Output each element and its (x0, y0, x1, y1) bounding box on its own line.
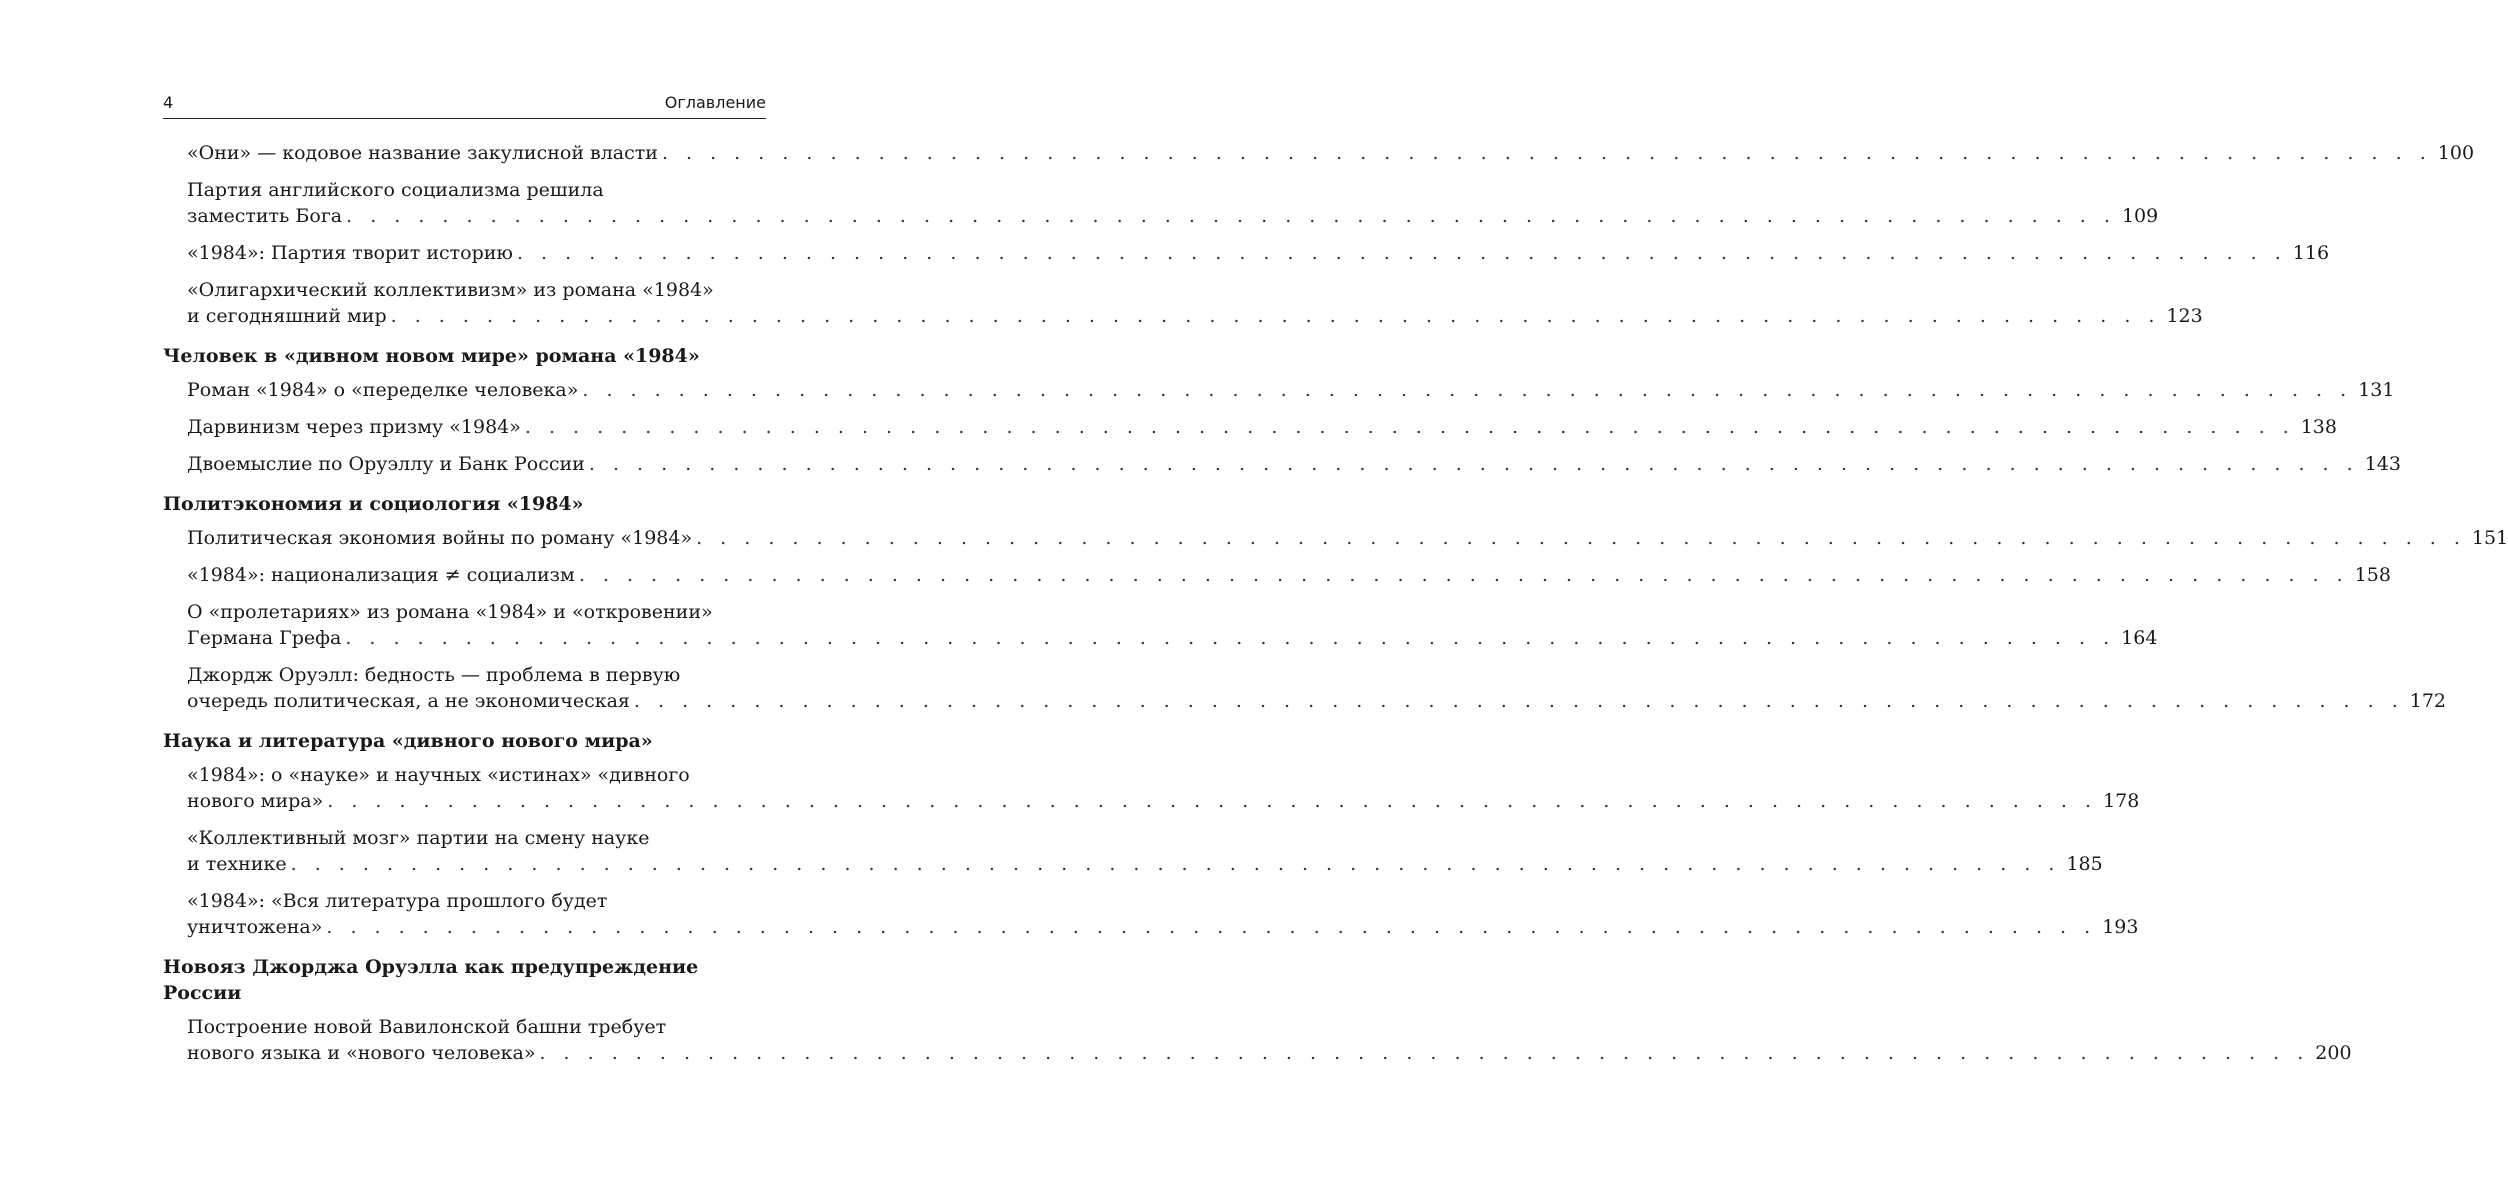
toc-entry-leader-line (187, 525, 2508, 551)
toc-entry-leader-line (187, 451, 2401, 477)
running-header (163, 88, 766, 119)
dot-leader: . . . . . . . . . . . . . . . . . . . . . . . . . . . . . . . . . . . . . . . . . . . . . . . . . . . . . . . . . . . . . . . . . . . . . . . . . . (539, 1042, 2310, 1064)
dot-leader: . . . . . . . . . . . . . . . . . . . . . . . . . . . . . . . . . . . . . . . . . . . . . . . . . . . . . . . . . . . . . . . . . . . . . . . . . . (346, 205, 2116, 227)
toc-entry-page-number: 158 (2354, 564, 2391, 586)
toc-entry-leader-line (187, 914, 2139, 940)
toc-entry[interactable] (187, 377, 2395, 403)
dot-leader: . . . . . . . . . . . . . . . . . . . . . . . . . . . . . . . . . . . . . . . . . . . . . . . . . . . . . . . . . . . . . . . . . . . . . . . . . . (578, 564, 2349, 586)
dot-leader: . . . . . . . . . . . . . . . . . . . . . . . . . . . . . . . . . . . . . . . . . . . . . . . . . . . . . . . . . . . . . . . . . . . . . . . . . . (696, 527, 2466, 549)
toc-entry-title: и сегодняшний мир (187, 305, 387, 327)
toc-entry-page-number: 116 (2292, 242, 2330, 264)
toc-entry-page-number: 123 (2166, 305, 2203, 327)
toc-entry-title: Политическая экономия войны по роману «1984» (187, 527, 693, 549)
section-heading[interactable]: Человек в «дивном новом мире» романа «1984» (163, 345, 700, 367)
section-heading[interactable]: Наука и литература «дивного нового мира» (163, 730, 653, 752)
toc-entry[interactable] (187, 1014, 2352, 1066)
toc-entry[interactable] (187, 140, 2475, 166)
toc-entry[interactable] (187, 888, 2139, 940)
toc-entry-leader-line (187, 377, 2395, 403)
toc-entry-title-line: Партия английского социализма решила (187, 179, 604, 201)
toc-entry[interactable] (187, 177, 2159, 229)
toc-entry-leader-line (187, 303, 2203, 329)
dot-leader: . . . . . . . . . . . . . . . . . . . . . . . . . . . . . . . . . . . . . . . . . . . . . . . . . . . . . . . . . . . . . . . . . . . . . . . . . . (516, 242, 2287, 264)
toc-entry-leader-line (187, 414, 2337, 440)
toc-entry-title-line: «1984»: «Вся литература прошлого будет (187, 890, 608, 912)
toc-entry-title: очередь политическая, а не экономическая (187, 690, 630, 712)
toc-entry-page-number: 131 (2358, 379, 2395, 401)
toc-entry-leader-line (187, 140, 2475, 166)
toc-entry[interactable] (187, 414, 2337, 440)
toc-entry-leader-line (187, 625, 2158, 651)
section-heading[interactable]: Новояз Джорджа Оруэлла как предупреждение России (163, 956, 699, 1004)
toc-entry[interactable] (187, 525, 2508, 551)
toc-entry-page-number: 178 (2103, 790, 2140, 812)
toc-entry-page-number: 100 (2437, 142, 2475, 164)
toc-entry-page-number: 193 (2102, 916, 2139, 938)
toc-entry-title: «Они» — кодовое название закулисной власти (187, 142, 658, 164)
toc-entry-title-line: «Олигархический коллективизм» из романа «1984» (187, 279, 714, 301)
table-of-contents (163, 140, 2508, 1077)
toc-entry-page-number: 200 (2315, 1042, 2352, 1064)
toc-entry-title: нового мира» (187, 790, 324, 812)
dot-leader: . . . . . . . . . . . . . . . . . . . . . . . . . . . . . . . . . . . . . . . . . . . . . . . . . . . . . . . . . . . . . . . . . . . . . . . . . . (582, 379, 2353, 401)
toc-entry-leader-line (187, 240, 2330, 266)
section-heading[interactable]: Политэкономия и социология «1984» (163, 493, 584, 515)
toc-entry-title: и технике (187, 853, 287, 875)
dot-leader: . . . . . . . . . . . . . . . . . . . . . . . . . . . . . . . . . . . . . . . . . . . . . . . . . . . . . . . . . . . . . . . . . . . . . . . . . . (588, 453, 2359, 475)
toc-entry-page-number: 138 (2300, 416, 2337, 438)
toc-entry[interactable] (187, 599, 2158, 651)
dot-leader: . . . . . . . . . . . . . . . . . . . . . . . . . . . . . . . . . . . . . . . . . . . . . . . . . . . . . . . . . . . . . . . . . . . . . . . . . . (345, 627, 2116, 649)
toc-entry-page-number: 151 (2471, 527, 2508, 549)
toc-entry-title: заместить Бога (187, 205, 343, 227)
toc-entry-leader-line (187, 1040, 2352, 1066)
toc-entry-title: Роман «1984» о «переделке человека» (187, 379, 579, 401)
toc-entry-leader-line (187, 203, 2159, 229)
toc-entry-title: Дарвинизм через призму «1984» (187, 416, 521, 438)
toc-entry[interactable] (187, 825, 2103, 877)
toc-entry-title-line: О «пролетариях» из романа «1984» и «откровении» (187, 601, 713, 623)
toc-entry-leader-line (187, 688, 2447, 714)
toc-entry-page-number: 109 (2121, 205, 2159, 227)
toc-entry-leader-line (187, 851, 2103, 877)
running-title: Оглавление (664, 93, 766, 112)
toc-entry-title: уничтожена» (187, 916, 323, 938)
dot-leader: . . . . . . . . . . . . . . . . . . . . . . . . . . . . . . . . . . . . . . . . . . . . . . . . . . . . . . . . . . . . . . . . . . . . . . . . . . (633, 690, 2404, 712)
toc-entry-leader-line (187, 788, 2140, 814)
toc-entry-title: нового языка и «нового человека» (187, 1042, 536, 1064)
toc-entry-title: Германа Грефа (187, 627, 342, 649)
toc-entry-page-number: 172 (2409, 690, 2447, 712)
toc-entry[interactable] (187, 451, 2401, 477)
toc-entry[interactable] (187, 762, 2140, 814)
dot-leader: . . . . . . . . . . . . . . . . . . . . . . . . . . . . . . . . . . . . . . . . . . . . . . . . . . . . . . . . . . . . . . . . . . . . . . . . . . (326, 916, 2097, 938)
toc-entry-page-number: 185 (2066, 853, 2103, 875)
page-number: 4 (163, 93, 174, 112)
dot-leader: . . . . . . . . . . . . . . . . . . . . . . . . . . . . . . . . . . . . . . . . . . . . . . . . . . . . . . . . . . . . . . . . . . . . . . . . . . (524, 416, 2295, 438)
toc-entry-title: Двоемыслие по Оруэллу и Банк России (187, 453, 585, 475)
toc-entry-leader-line (187, 562, 2391, 588)
toc-entry[interactable] (187, 662, 2447, 714)
toc-entry[interactable] (187, 277, 2203, 329)
dot-leader: . . . . . . . . . . . . . . . . . . . . . . . . . . . . . . . . . . . . . . . . . . . . . . . . . . . . . . . . . . . . . . . . . . . . . . . . . . (290, 853, 2061, 875)
toc-entry-page-number: 143 (2364, 453, 2401, 475)
toc-entry-page-number: 164 (2121, 627, 2158, 649)
dot-leader: . . . . . . . . . . . . . . . . . . . . . . . . . . . . . . . . . . . . . . . . . . . . . . . . . . . . . . . . . . . . . . . . . . . . . . . . . . (390, 305, 2161, 327)
dot-leader: . . . . . . . . . . . . . . . . . . . . . . . . . . . . . . . . . . . . . . . . . . . . . . . . . . . . . . . . . . . . . . . . . . . . . . . . . . (661, 142, 2432, 164)
toc-entry[interactable] (187, 562, 2391, 588)
toc-entry[interactable] (187, 240, 2330, 266)
toc-entry-title-line: «Коллективный мозг» партии на смену науке (187, 827, 650, 849)
toc-entry-title: «1984»: национализация ≠ социализм (187, 564, 575, 586)
toc-entry-title-line: Построение новой Вавилонской башни требует (187, 1016, 667, 1038)
toc-entry-title: «1984»: Партия творит историю (187, 242, 513, 264)
toc-entry-title-line: «1984»: о «науке» и научных «истинах» «дивного (187, 764, 690, 786)
dot-leader: . . . . . . . . . . . . . . . . . . . . . . . . . . . . . . . . . . . . . . . . . . . . . . . . . . . . . . . . . . . . . . . . . . . . . . . . . . (327, 790, 2098, 812)
toc-entry-title-line: Джордж Оруэлл: бедность — проблема в первую (187, 664, 681, 686)
